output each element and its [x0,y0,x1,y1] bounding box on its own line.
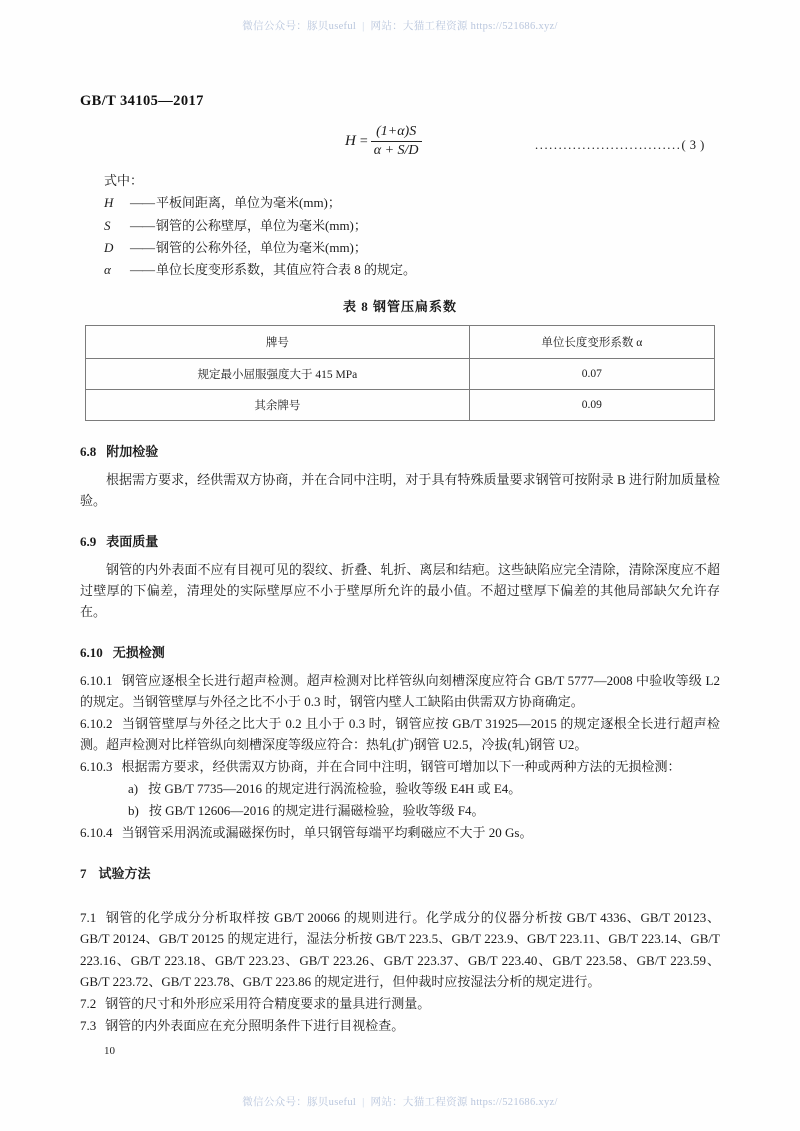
watermark-separator: | [362,1097,365,1108]
clause-text: 钢管的尺寸和外形应采用符合精度要求的量具进行测量。 [105,995,431,1011]
section-number: 7 [80,866,87,882]
where-text: 平板间距离，单位为毫米(mm)； [156,195,341,211]
equation-number-row [535,138,705,153]
where-text: 钢管的公称外径，单位为毫米(mm)； [156,240,367,256]
table-header-cell: 牌号 [86,325,470,358]
section-heading-7 [80,863,720,882]
table-caption: 表 8 钢管压扁系数 [342,298,457,314]
section-title: 试验方法 [98,866,151,882]
watermark-prefix: 微信公众号：豚贝useful [242,1097,357,1108]
clause-6-10-1 [80,670,720,712]
where-symbol: H [104,195,114,211]
section-number: 6.8 [80,443,97,459]
clause-7-3 [80,1015,720,1036]
list-text: 按 GB/T 7735—2016 的规定进行涡流检验，验收等级 E4H 或 E4。 [148,781,522,797]
clause-6-10-3 [80,756,720,777]
formula-fraction [371,124,422,159]
clause-6-10-4 [80,822,720,843]
where-item [80,192,720,214]
table-row [86,389,715,420]
leader-dots: ............................... [535,138,682,152]
list-item-b [80,800,720,821]
watermark-top [0,18,800,33]
section-heading-6-8 [80,441,720,460]
section-number: 6.10 [80,645,103,661]
where-intro: 式中： [104,173,144,188]
formula-equals: = [359,133,368,149]
spacer [80,891,720,907]
table-row [86,358,715,389]
table-cell-coefficient: 0.09 [469,389,714,420]
section-title: 无损检测 [112,645,165,661]
where-item [80,259,720,281]
where-text: 钢管的公称壁厚，单位为毫米(mm)； [156,217,367,233]
clause-7-1 [80,907,720,991]
watermark-suffix: 网站：大猫工程资源 https://521686.xyz/ [370,1097,558,1108]
section-title: 表面质量 [106,533,159,549]
watermark-prefix: 微信公众号：豚贝useful [242,21,357,32]
table-header-cell: 单位长度变形系数 α [469,325,714,358]
clause-text: 当钢管壁厚与外径之比大于 0.2 且小于 0.3 时，钢管应按 GB/T 31925—2015 的规定逐根全长进行超声检测。超声检测对比样管纵向刻槽深度等级应符合：热轧(扩)钢管 U2.5，冷拔(轧)钢管 U2。 [80,716,720,753]
clause-number: 7.2 [80,995,97,1011]
list-marker: b) [128,803,139,819]
where-item [80,237,720,259]
clause-6-10-2 [80,713,720,755]
where-dash: —— [130,195,154,211]
watermark-bottom [0,1094,800,1109]
where-block [80,170,720,282]
formula-lhs: H [345,133,356,150]
clause-number: 7.1 [80,910,97,926]
table-cell-grade: 其余牌号 [86,389,470,420]
table-header-row [86,325,715,358]
document-content [80,122,720,1037]
where-dash: —— [130,217,154,233]
section-heading-6-10 [80,642,720,661]
clause-number: 6.10.4 [80,825,113,841]
page-header-standard-code: GB/T 34105—2017 [80,93,204,109]
table-flattening-coefficients [85,325,715,421]
formula-numerator: (1+α)S [376,124,417,139]
clause-number: 6.10.1 [80,673,113,689]
watermark-suffix: 网站：大猫工程资源 https://521686.xyz/ [370,21,558,32]
clause-7-2 [80,993,720,1014]
clause-number: 6.10.3 [80,759,113,775]
list-item-a [80,778,720,799]
clause-number: 7.3 [80,1017,97,1033]
watermark-separator: | [362,21,365,32]
section-6-8-body: 根据需方要求，经供需双方协商，并在合同中注明，对于具有特殊质量要求钢管可按附录 B 进行附加质量检验。 [80,471,720,508]
formula-equation-3 [345,124,422,159]
table-cell-coefficient: 0.07 [469,358,714,389]
section-title: 附加检验 [106,443,159,459]
where-text: 单位长度变形系数，其值应符合表 8 的规定。 [156,262,417,278]
clause-text: 钢管的化学成分分析取样按 GB/T 20066 的规则进行。化学成分的仪器分析按 GB/T 4336、GB/T 20123、GB/T 20124、GB/T 20125 的规定进行，湿法分析按 GB/T 223.5、GB/T 223.9、GB/T 223.11、GB/T 223.14、GB/T 223.16、GB/T 223.18、GB/T 223.23、GB/T 223.26、GB/T 223.37、GB/T 223.40、GB/T 223.58、GB/T 223.59、GB/T 223.72、GB/T 223.78、GB/T 223.86 的规定进行，但仲裁时应按湿法分析的规定进行。 [80,910,720,989]
where-symbol: D [104,240,114,256]
page-number: 10 [104,1045,115,1057]
list-marker: a) [128,781,139,797]
where-item [80,215,720,237]
section-heading-6-9 [80,531,720,550]
clause-text: 钢管应逐根全长进行超声检测。超声检测对比样管纵向刻槽深度应符合 GB/T 5777—2008 中验收等级 L2 的规定。当钢管壁厚与外径之比不小于 0.3 时，钢管内壁人工缺陷由供需双方协商确定。 [80,673,720,710]
table-cell-grade: 规定最小屈服强度大于 415 MPa [86,358,470,389]
formula-row [80,122,720,168]
list-text: 按 GB/T 12606—2016 的规定进行漏磁检验，验收等级 F4。 [148,803,485,819]
formula-denominator: α + S/D [373,143,419,159]
where-dash: —— [130,240,154,256]
where-dash: —— [130,262,154,278]
where-symbol: S [104,217,111,233]
clause-text: 钢管的内外表面应在充分照明条件下进行目视检查。 [105,1017,405,1033]
section-6-9-body: 钢管的内外表面不应有目视可见的裂纹、折叠、轧折、离层和结疤。这些缺陷应完全清除，清除深度应不超过壁厚的下偏差，清理处的实际壁厚应不小于壁厚所允许的最小值。不超过壁厚下偏差的其他局部缺欠允许存在。 [80,561,720,619]
equation-number: ( 3 ) [681,138,705,152]
section-number: 6.9 [80,533,97,549]
clause-text: 当钢管采用涡流或漏磁探伤时，单只钢管每端平均剩磁应不大于 20 Gs。 [121,825,533,841]
clause-number: 6.10.2 [80,716,113,732]
where-symbol: α [104,262,111,278]
clause-text: 根据需方要求，经供需双方协商，并在合同中注明，钢管可增加以下一种或两种方法的无损检测： [121,759,681,775]
